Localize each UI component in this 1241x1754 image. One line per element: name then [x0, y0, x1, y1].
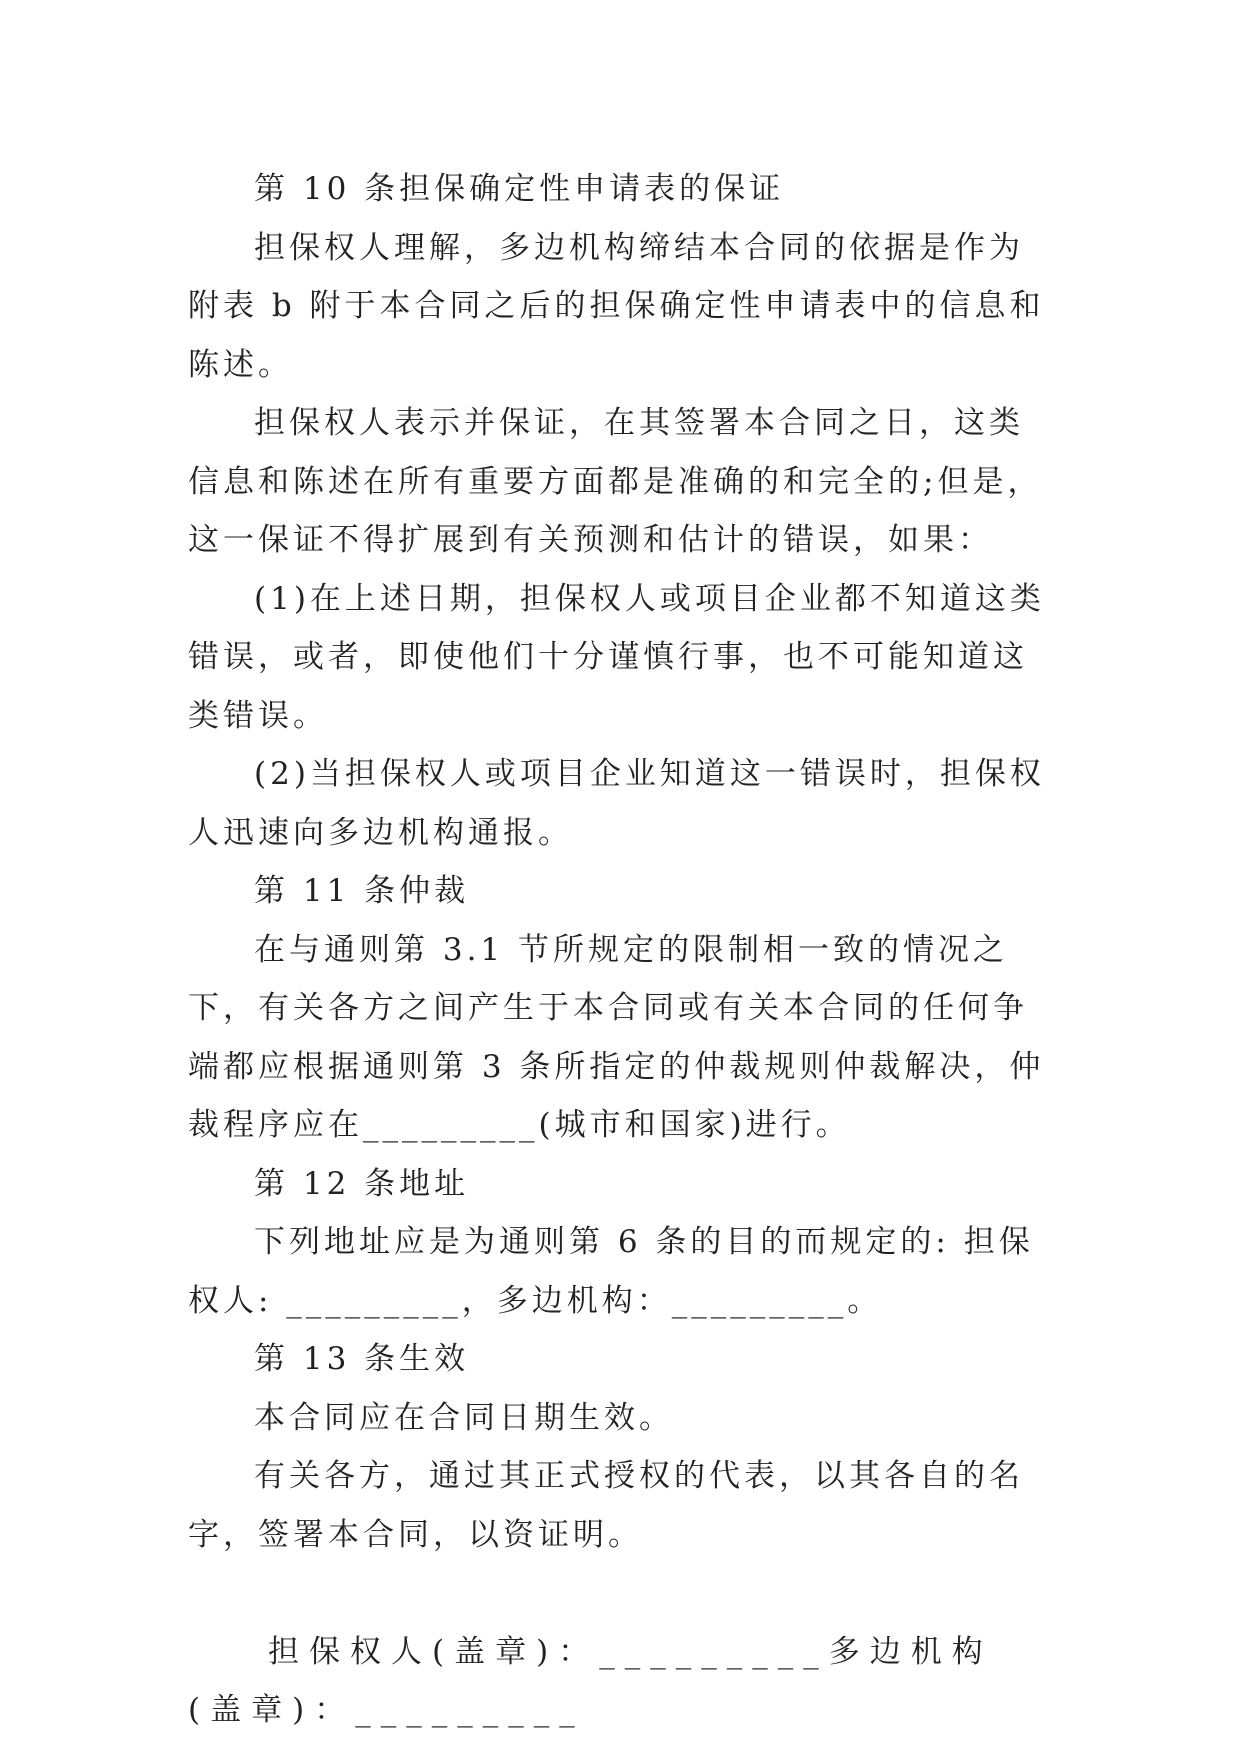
article-12-heading: 第 12 条地址 — [254, 1165, 470, 1202]
article-13-heading: 第 13 条生效 — [254, 1341, 470, 1377]
article-11-heading: 第 11 条仲裁 — [254, 873, 470, 909]
article-10-heading: 第 10 条担保确定性申请表的保证 — [254, 171, 785, 207]
article-13-paragraph: 本合同应在合同日期生效。 — [254, 1399, 674, 1436]
article-10-paragraph-1: 担保权人理解，多边机构缔结本合同的依据是作为附表 b 附于本合同之后的担保确定性申请表中的信息和陈述。 — [188, 229, 1045, 383]
signature-line: 担保权人(盖章)：_________多边机构(盖章)：_________ — [188, 1633, 993, 1728]
article-12-paragraph: 下列地址应是为通则第 6 条的目的而规定的: 担保权人: _________，多边机构：_________。 — [188, 1224, 1034, 1319]
article-10-paragraph-2: 担保权人表示并保证，在其签署本合同之日，这类信息和陈述在所有重要方面都是准确的和完全的;但是，这一保证不得扩展到有关预测和估计的错误，如果： — [188, 405, 1043, 558]
article-11-paragraph: 在与通则第 3.1 节所规定的限制相一致的情况之下，有关各方之间产生于本合同或有关本合同的任何争端都应根据通则第 3 条所指定的仲裁规则仲裁解决，仲裁程序应在_________(城市和国家)进行。 — [188, 931, 1045, 1143]
spacer — [188, 1564, 1053, 1623]
document-body — [188, 160, 1053, 1740]
witness-clause: 有关各方，通过其正式授权的代表，以其各自的名字，签署本合同，以资证明。 — [188, 1458, 1024, 1553]
article-10-item-2: (2)当担保权人或项目企业知道这一错误时，担保权人迅速向多边机构通报。 — [188, 756, 1045, 851]
article-10-item-1: (1)在上述日期，担保权人或项目企业都不知道这类错误，或者，即使他们十分谨慎行事，也不可能知道这类错误。 — [188, 580, 1045, 734]
